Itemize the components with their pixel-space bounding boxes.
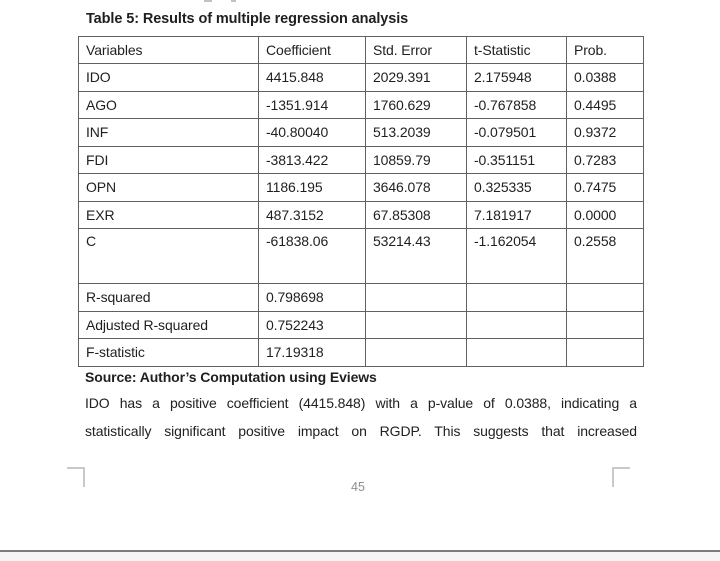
t-stat-cell: 0.325335 (467, 174, 567, 202)
prob-cell: 0.0388 (567, 64, 644, 92)
t-stat-cell: -0.767858 (467, 91, 567, 119)
summary-row (79, 311, 644, 339)
table-row (79, 229, 644, 284)
variable-cell: OPN (79, 174, 259, 202)
empty-cell (567, 339, 644, 367)
coefficient-cell: 487.3152 (259, 201, 366, 229)
coefficient-cell: -1351.914 (259, 91, 366, 119)
variable-cell: C (79, 229, 259, 284)
variable-cell: INF (79, 119, 259, 147)
variable-cell: FDI (79, 146, 259, 174)
prob-cell: 0.2558 (567, 229, 644, 284)
table-header-row (79, 37, 644, 64)
prob-cell: 0.9372 (567, 119, 644, 147)
empty-cell (567, 311, 644, 339)
page-gap (0, 552, 720, 561)
cropped-text-remnant (204, 0, 212, 2)
std-error-cell: 2029.391 (366, 64, 467, 92)
column-header: t-Statistic (467, 37, 567, 64)
summary-label: R-squared (79, 284, 259, 312)
body-paragraph (85, 396, 637, 452)
empty-cell (567, 284, 644, 312)
std-error-cell: 53214.43 (366, 229, 467, 284)
table-row (79, 119, 644, 147)
coefficient-cell: -61838.06 (259, 229, 366, 284)
prob-cell: 0.7475 (567, 174, 644, 202)
table-caption: Table 5: Results of multiple regression analysis (86, 11, 409, 27)
cropped-text-remnant (231, 0, 236, 2)
t-stat-cell: -0.079501 (467, 119, 567, 147)
empty-cell (366, 339, 467, 367)
column-header: Prob. (567, 37, 644, 64)
table-row (79, 201, 644, 229)
std-error-cell: 513.2039 (366, 119, 467, 147)
coefficient-cell: 1186.195 (259, 174, 366, 202)
table-row (79, 91, 644, 119)
variable-cell: EXR (79, 201, 259, 229)
empty-cell (467, 311, 567, 339)
summary-value: 0.752243 (259, 311, 366, 339)
std-error-cell: 3646.078 (366, 174, 467, 202)
t-stat-cell: 7.181917 (467, 201, 567, 229)
empty-cell (366, 311, 467, 339)
column-header: Variables (79, 37, 259, 64)
prob-cell: 0.4495 (567, 91, 644, 119)
column-header: Coefficient (259, 37, 366, 64)
empty-cell (467, 339, 567, 367)
summary-row (79, 284, 644, 312)
std-error-cell: 10859.79 (366, 146, 467, 174)
variable-cell: AGO (79, 91, 259, 119)
std-error-cell: 67.85308 (366, 201, 467, 229)
table-row (79, 146, 644, 174)
coefficient-cell: -40.80040 (259, 119, 366, 147)
coefficient-cell: 4415.848 (259, 64, 366, 92)
column-header: Std. Error (366, 37, 467, 64)
source-note: Source: Author’s Computation using Eviews (85, 369, 377, 385)
summary-value: 0.798698 (259, 284, 366, 312)
table-row (79, 64, 644, 92)
body-line: statistically significant positive impact on RGDP. This suggests that increased (85, 424, 637, 439)
page-number: 45 (351, 480, 365, 494)
summary-label: Adjusted R-squared (79, 311, 259, 339)
empty-cell (366, 284, 467, 312)
body-line: IDO has a positive coefficient (4415.848) with a p-value of 0.0388, indicating a (85, 396, 637, 411)
summary-row (79, 339, 644, 367)
t-stat-cell: -0.351151 (467, 146, 567, 174)
t-stat-cell: -1.162054 (467, 229, 567, 284)
t-stat-cell: 2.175948 (467, 64, 567, 92)
std-error-cell: 1760.629 (366, 91, 467, 119)
coefficient-cell: -3813.422 (259, 146, 366, 174)
prob-cell: 0.0000 (567, 201, 644, 229)
summary-value: 17.19318 (259, 339, 366, 367)
variable-cell: IDO (79, 64, 259, 92)
summary-label: F-statistic (79, 339, 259, 367)
regression-results-table (78, 36, 644, 367)
prob-cell: 0.7283 (567, 146, 644, 174)
empty-cell (467, 284, 567, 312)
table-row (79, 174, 644, 202)
